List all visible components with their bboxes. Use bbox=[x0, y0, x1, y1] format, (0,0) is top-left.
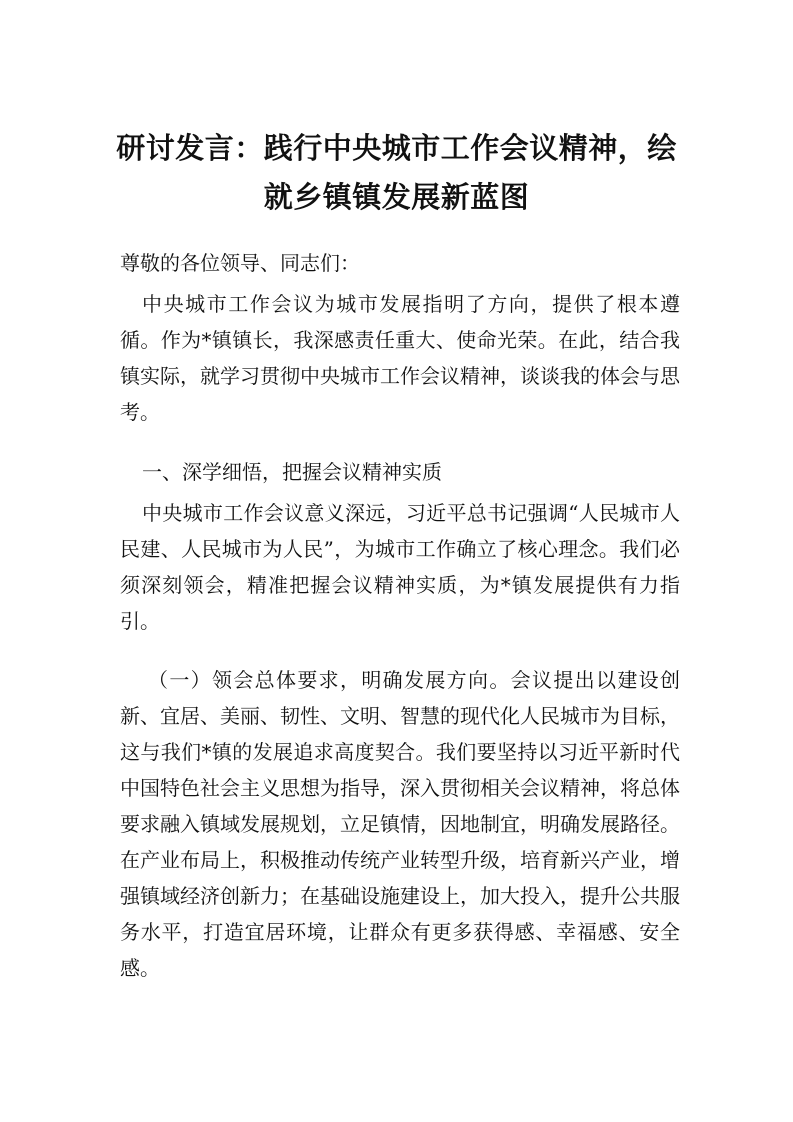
greeting-paragraph: 尊敬的各位领导、同志们： bbox=[120, 251, 360, 275]
subsection-1-paragraph: （一）领会总体要求，明确发展方向。会议提出以建设创新、宜居、美丽、韧性、文明、智慧的现代化人民城市为目标，这与我们*镇的发展追求高度契合。我们要坚持以习近平新时代中国特色社会主义思想为指导，深入贯彻相关会议精神，将总体要求融入镇域发展规划，立足镇情，因地制宜，明确发展路径。在产业布局上，积极推动传统产业转型升级，培育新兴产业，增强镇域经济创新力；在基础设施建设上，加大投入，提升公共服务水平，打造宜居环境，让群众有更多获得感、幸福感、安全感。 bbox=[120, 668, 680, 980]
document-title-line-1: 研讨发言：践行中央城市工作会议精神，绘 bbox=[116, 131, 677, 165]
section-heading-1: 一、深学细悟，把握会议精神实质 bbox=[142, 460, 442, 484]
intro-paragraph: 中央城市工作会议为城市发展指明了方向，提供了根本遵循。作为*镇镇长，我深感责任重大、使命光荣。在此，结合我镇实际，就学习贯彻中央城市工作会议精神，谈谈我的体会与思考。 bbox=[120, 292, 680, 424]
document-title-line-2: 就乡镇镇发展新蓝图 bbox=[263, 180, 530, 214]
section-1-paragraph: 中央城市工作会议意义深远，习近平总书记强调“人民城市人民建、人民城市为人民”，为城市工作确立了核心理念。我们必须深刻领会，精准把握会议精神实质，为*镇发展提供有力指引。 bbox=[120, 501, 680, 633]
